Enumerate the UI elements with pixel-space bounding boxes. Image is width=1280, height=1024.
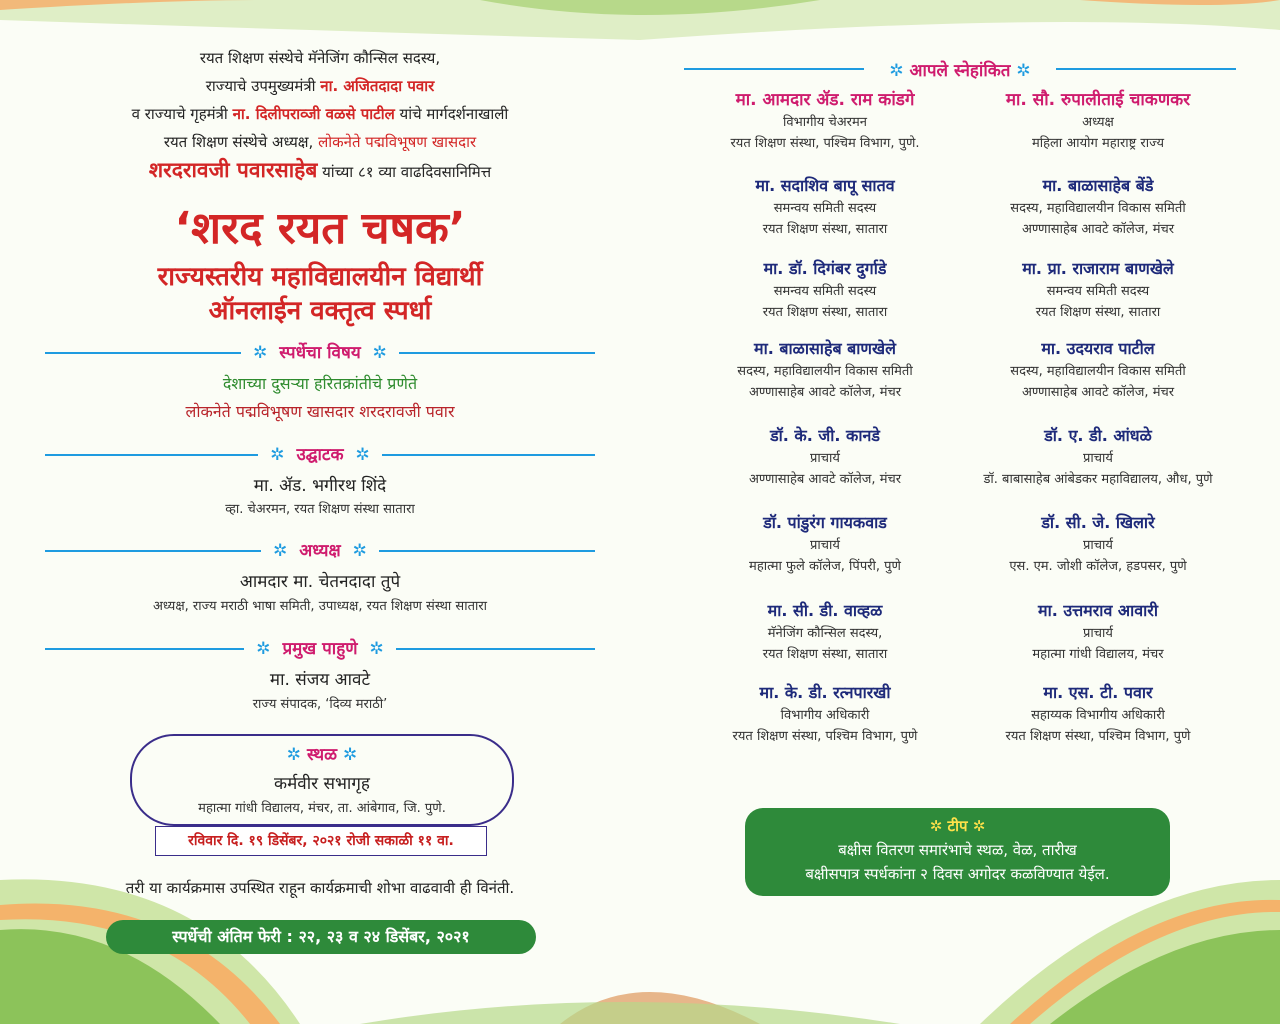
person-role: प्राचार्य (1083, 626, 1113, 641)
star-icon: ✲ (367, 343, 393, 363)
star-icon: ✲ (247, 343, 273, 363)
inaugurator-desc: व्हा. चेअरमन, रयत शिक्षण संस्था सातारा (225, 502, 415, 517)
person-org: महात्मा फुले कॉलेज, पिंपरी, पुणे (749, 559, 901, 574)
person-role: प्राचार्य (1083, 451, 1113, 466)
well-wisher (675, 511, 975, 577)
person-name: मा. सदाशिव बापू सातव (755, 176, 895, 195)
intro-text (40, 44, 600, 186)
intro-line-4: रयत शिक्षण संस्थेचे अध्यक्ष, लोकनेते पद्मविभूषण खासदार (163, 133, 477, 151)
divider (684, 68, 864, 70)
person-name: मा. बाळासाहेब बाणखेले (754, 339, 896, 358)
person-name: मा. के. डी. रत्नपारखी (759, 683, 891, 702)
person-role: अध्यक्ष (1082, 115, 1114, 130)
person-name: मा. डॉ. दिगंबर दुर्गाडे (763, 259, 887, 278)
note-line-2: बक्षीसपात्र स्पर्धकांना २ दिवस अगोदर कळविण्यात येईल. (805, 865, 1110, 883)
guest-name: मा. संजय आवटे (269, 670, 371, 690)
star-icon: ✲ (349, 445, 375, 465)
president-heading: ✲ अध्यक्ष ✲ (45, 540, 595, 562)
person-role: समन्वय समिती सदस्य (773, 284, 877, 299)
president-desc: अध्यक्ष, राज्य मराठी भाषा समिती, उपाध्यक्ष, रयत शिक्षण संस्था सातारा (152, 599, 488, 614)
guest-heading: ✲ प्रमुख पाहुणे ✲ (45, 638, 595, 660)
person-name: मा. बाळासाहेब बेंडे (1042, 176, 1154, 195)
well-wisher-top-right (948, 88, 1248, 154)
person-role: समन्वय समिती सदस्य (1046, 284, 1150, 299)
star-icon: ✲ (363, 639, 389, 659)
venue-datetime: रविवार दि. १९ डिसेंबर, २०२१ रोजी सकाळी ११ वा. (155, 826, 487, 856)
person-role: सदस्य, महाविद्यालयीन विकास समिती (1010, 364, 1186, 379)
person-name: मा. उत्तमराव आवारी (1038, 601, 1158, 620)
well-wisher (948, 174, 1248, 240)
person-name: मा. सी. डी. वाव्हळ (767, 601, 883, 620)
well-wisher (948, 424, 1248, 490)
person-role: समन्वय समिती सदस्य (773, 201, 877, 216)
person-org: महात्मा गांधी विद्यालय, मंचर (1032, 647, 1164, 662)
star-icon: ✲ (264, 445, 290, 465)
well-wisher (948, 599, 1248, 665)
person-role: सदस्य, महाविद्यालयीन विकास समिती (737, 364, 913, 379)
star-icon: ✲ (347, 541, 373, 561)
note-heading: ✲ टीप ✲ (929, 817, 986, 835)
person-org: रयत शिक्षण संस्था, पश्चिम विभाग, पुणे (1005, 729, 1191, 744)
well-wisher (675, 337, 975, 403)
person-name: डॉ. पांडुरंग गायकवाड (763, 513, 887, 532)
star-icon: ✲ (250, 639, 276, 659)
request-text: तरी या कार्यक्रमास उपस्थित राहून कार्यक्रमाची शोभा वाढवावी ही विनंती. (125, 879, 515, 897)
person-role: मॅनेजिंग कौन्सिल सदस्य, (767, 626, 883, 641)
person-role: प्राचार्य (810, 538, 840, 553)
person-role: सहाय्यक विभागीय अधिकारी (1031, 708, 1165, 723)
person-role: सदस्य, महाविद्यालयीन विकास समिती (1010, 201, 1186, 216)
note-box (745, 808, 1170, 896)
guest-desc: राज्य संपादक, ‘दिव्य मराठी’ (252, 697, 388, 712)
person-role: विभागीय अधिकारी (780, 708, 870, 723)
well-wisher (675, 174, 975, 240)
well-wisher (948, 337, 1248, 403)
event-subtitle-1: राज्यस्तरीय महाविद्यालयीन विद्यार्थी (157, 262, 483, 292)
event-title: ‘शरद रयत चषक’ (174, 203, 466, 254)
venue-address: महात्मा गांधी विद्यालय, मंचर, ता. आंबेगाव, जि. पुणे. (198, 801, 446, 816)
star-icon: ✲ (286, 745, 302, 765)
divider (1056, 68, 1236, 70)
intro-line-3: व राज्याचे गृहमंत्री ना. दिलीपराव्जी वळसे पाटील यांचे मार्गदर्शनाखाली (131, 105, 509, 123)
person-org: रयत शिक्षण संस्था, पश्चिम विभाग, पुणे (732, 729, 918, 744)
venue-heading: ✲ स्थळ ✲ (286, 745, 358, 765)
person-name: मा. एस. टी. पवार (1043, 683, 1153, 702)
star-icon: ✲ (342, 745, 358, 765)
star-icon: ✲ (1016, 61, 1031, 81)
person-org: रयत शिक्षण संस्था, सातारा (1035, 305, 1161, 320)
well-wisher (675, 424, 975, 490)
intro-line-1: रयत शिक्षण संस्थेचे मॅनेजिंग कौन्सिल सदस्य, (199, 49, 441, 67)
person-org: अण्णासाहेब आवटे कॉलेज, मंचर (748, 472, 902, 487)
topic-line-1: देशाच्या दुसऱ्या हरितक्रांतीचे प्रणेते (222, 374, 418, 393)
venue-name: कर्मवीर सभागृह (274, 774, 370, 794)
person-org: रयत शिक्षण संस्था, सातारा (762, 647, 888, 662)
well-wisher (948, 511, 1248, 577)
inaugurator-heading: ✲ उद्घाटक ✲ (45, 444, 595, 466)
person-org: अण्णासाहेब आवटे कॉलेज, मंचर (748, 385, 902, 400)
person-org: रयत शिक्षण संस्था, सातारा (762, 222, 888, 237)
person-org: अण्णासाहेब आवटे कॉलेज, मंचर (1021, 222, 1175, 237)
well-wishers-heading: ✲ आपले स्नेहांकित ✲ (889, 61, 1031, 81)
person-role: प्राचार्य (1083, 538, 1113, 553)
person-org: रयत शिक्षण संस्था, सातारा (762, 305, 888, 320)
person-role: प्राचार्य (810, 451, 840, 466)
well-wisher (675, 257, 975, 323)
person-org: महिला आयोग महाराष्ट्र राज्य (1031, 136, 1165, 151)
star-icon: ✲ (267, 541, 293, 561)
person-name: डॉ. सी. जे. खिलारे (1041, 513, 1155, 532)
person-org: एस. एम. जोशी कॉलेज, हडपसर, पुणे (1009, 559, 1187, 574)
person-org: डॉ. बाबासाहेब आंबेडकर महाविद्यालय, औध, पुणे (983, 472, 1213, 487)
person-org: रयत शिक्षण संस्था, पश्चिम विभाग, पुणे. (730, 136, 920, 151)
event-subtitle-2: ऑनलाईन वक्तृत्व स्पर्धा (208, 296, 432, 326)
well-wisher (948, 681, 1248, 747)
person-name: मा. आमदार ॲड. राम कांडगे (735, 90, 915, 110)
well-wisher-top-left (675, 88, 975, 154)
final-round-banner: स्पर्धेची अंतिम फेरी : २२, २३ व २४ डिसेंबर, २०२१ (106, 920, 536, 954)
well-wisher (675, 599, 975, 665)
person-name: मा. प्रा. राजाराम बाणखेले (1022, 259, 1174, 278)
intro-line-2: राज्याचे उपमुख्यमंत्री ना. अजितदादा पवार (205, 77, 435, 95)
well-wisher (948, 257, 1248, 323)
person-role: विभागीय चेअरमन (783, 115, 867, 130)
person-name: डॉ. के. जी. कानडे (770, 426, 880, 445)
star-icon: ✲ (889, 61, 904, 81)
topic-heading: ✲ स्पर्धेचा विषय ✲ (45, 342, 595, 364)
president-name: आमदार मा. चेतनदादा तुपे (239, 572, 401, 592)
person-name: मा. सौ. रुपालीताई चाकणकर (1005, 90, 1191, 110)
person-org: अण्णासाहेब आवटे कॉलेज, मंचर (1021, 385, 1175, 400)
person-name: मा. उदयराव पाटील (1041, 339, 1155, 358)
inaugurator-name: मा. ॲड. भगीरथ शिंदे (253, 476, 387, 496)
topic-line-2: लोकनेते पद्मविभूषण खासदार शरदरावजी पवार (185, 402, 455, 421)
note-line-1: बक्षीस वितरण समारंभाचे स्थळ, वेळ, तारीख (838, 841, 1077, 859)
person-name: डॉ. ए. डी. आंधळे (1044, 426, 1152, 445)
well-wisher (675, 681, 975, 747)
intro-line-5: शरदरावजी पवारसाहेब यांच्या ८१ व्या वाढदिवसानिमित्त (148, 158, 492, 182)
